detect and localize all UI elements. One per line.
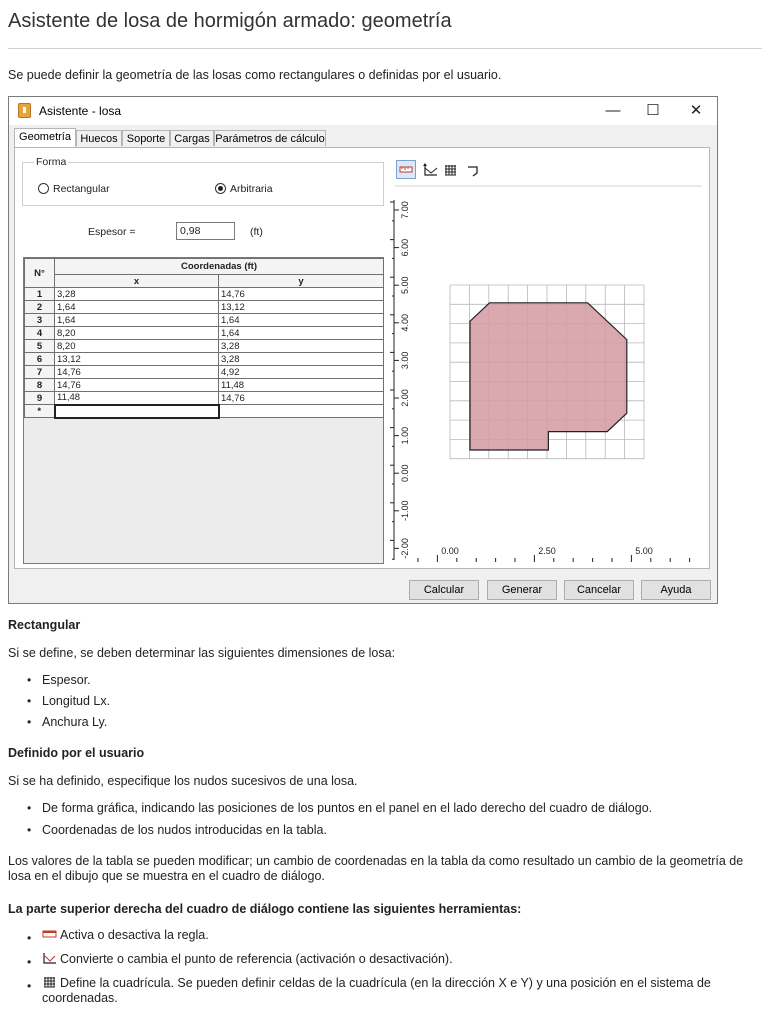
bullet: • <box>27 931 32 945</box>
bullet: • <box>27 955 32 969</box>
row-number-cell: 4 <box>25 327 55 340</box>
table-row[interactable] <box>25 366 384 379</box>
grid-icon <box>42 976 57 988</box>
page-title: Asistente de losa de hormigón armado: geometría <box>8 10 452 32</box>
slab-polygon[interactable] <box>470 303 627 450</box>
x-tick-label: 0.00 <box>441 546 459 556</box>
list-item: Espesor. <box>42 673 91 687</box>
intro-text: Se puede definir la geometría de las losas como rectangulares o definidas por el usuario. <box>8 68 502 82</box>
bullet: • <box>27 979 32 993</box>
x-tick-label: 2.50 <box>538 546 556 556</box>
y-coordinate-cell[interactable]: 4,92 <box>219 366 384 379</box>
row-number-cell: 6 <box>25 353 55 366</box>
row-number-cell: 5 <box>25 340 55 353</box>
tool-item-text: Activa o desactiva la regla. <box>60 928 209 942</box>
table-row[interactable] <box>25 301 384 314</box>
y-coordinate-cell[interactable]: 1,64 <box>219 314 384 327</box>
espesor-input[interactable]: 0,98 <box>176 222 235 240</box>
radio-rectangular[interactable] <box>38 183 49 194</box>
x-coordinate-cell[interactable]: 1,64 <box>55 301 219 314</box>
row-number-cell: 7 <box>25 366 55 379</box>
title-divider <box>8 48 762 49</box>
minimize-button[interactable]: — <box>605 102 621 119</box>
radio-arbitraria[interactable] <box>215 183 226 194</box>
x-coordinate-cell[interactable]: 14,76 <box>55 379 219 392</box>
table-row[interactable] <box>25 314 384 327</box>
list-item: De forma gráfica, indicando las posiciones de los puntos en el panel en el lado derecho del cuadro de diálogo. <box>42 801 653 815</box>
radio-rectangular-label[interactable]: Rectangular <box>53 183 110 195</box>
bullet: • <box>27 801 32 815</box>
polygon-tool-icon <box>465 162 481 178</box>
x-ruler-labels <box>441 546 653 556</box>
tab-parametros[interactable]: Parámetros de cálculo <box>214 130 326 146</box>
new-y-cell[interactable] <box>219 405 384 418</box>
bullet: • <box>27 823 32 837</box>
table-row[interactable] <box>25 379 384 392</box>
x-coordinate-cell[interactable]: 1,64 <box>55 314 219 327</box>
list-item: Anchura Ly. <box>42 715 108 729</box>
reference-point-icon <box>42 952 57 964</box>
x-coordinate-cell[interactable]: 13,12 <box>55 353 219 366</box>
coordinates-table <box>24 258 384 419</box>
row-number-cell: 3 <box>25 314 55 327</box>
forma-legend: Forma <box>36 156 67 168</box>
rectangular-text: Si se define, se deben determinar las siguientes dimensiones de losa: <box>8 646 396 660</box>
espesor-label: Espesor = <box>88 226 136 238</box>
x-coordinate-cell[interactable]: 11,48 <box>55 392 219 405</box>
y-tick-label: 5.00 <box>400 276 410 294</box>
dialog-titlebar[interactable] <box>9 97 717 125</box>
maximize-button[interactable]: ☐ <box>646 102 660 119</box>
table-row[interactable] <box>25 327 384 340</box>
cancelar-button[interactable]: Cancelar <box>564 580 634 600</box>
row-number-cell: 9 <box>25 392 55 405</box>
row-number-cell: 2 <box>25 301 55 314</box>
user-defined-text: Si se ha definido, especifique los nudos sucesivos de una losa. <box>8 774 358 788</box>
table-row[interactable] <box>25 392 384 405</box>
calcular-button[interactable]: Calcular <box>409 580 479 600</box>
y-coordinate-cell[interactable]: 11,48 <box>219 379 384 392</box>
espesor-unit: (ft) <box>250 226 263 238</box>
x-coordinate-cell[interactable]: 3,28 <box>55 288 219 301</box>
new-row-marker: * <box>25 405 55 418</box>
coords-group-header: Coordenadas (ft) <box>55 259 384 275</box>
x-coordinate-cell[interactable]: 8,20 <box>55 340 219 353</box>
table-row[interactable] <box>25 340 384 353</box>
row-number-cell: 8 <box>25 379 55 392</box>
y-tick-label: -1.00 <box>400 500 410 522</box>
tool-item-grid <box>42 976 758 1006</box>
list-item: Coordenadas de los nudos introducidas en la tabla. <box>42 823 327 837</box>
bullet: • <box>27 694 32 708</box>
y-coordinate-cell[interactable]: 14,76 <box>219 288 384 301</box>
ayuda-button[interactable]: Ayuda <box>641 580 711 600</box>
tab-geometria[interactable]: Geometría <box>14 128 76 147</box>
y-tick-label: 2.00 <box>400 389 410 407</box>
y-coordinate-cell[interactable]: 3,28 <box>219 340 384 353</box>
y-coordinate-cell[interactable]: 3,28 <box>219 353 384 366</box>
x-ruler-ticks <box>398 555 706 562</box>
tab-cargas[interactable]: Cargas <box>170 130 214 146</box>
y-coordinate-cell[interactable]: 14,76 <box>219 392 384 405</box>
tool-item-reference <box>42 952 758 967</box>
y-tick-label: 3.00 <box>400 351 410 370</box>
y-coordinate-cell[interactable]: 1,64 <box>219 327 384 340</box>
reference-point-button[interactable] <box>422 162 440 178</box>
tab-huecos[interactable]: Huecos <box>76 130 122 146</box>
num-header: N° <box>25 259 55 288</box>
x-tick-label: 5.00 <box>635 546 653 556</box>
x-header: x <box>55 275 219 288</box>
ruler-icon <box>397 161 415 178</box>
rectangular-heading: Rectangular <box>8 618 81 632</box>
y-tick-label: -2.00 <box>400 538 410 559</box>
y-tick-label: 0.00 <box>400 464 410 482</box>
dialog-title: Asistente - losa <box>39 104 122 118</box>
y-tick-label: 1.00 <box>400 426 410 445</box>
tab-soporte[interactable]: Soporte <box>122 130 170 146</box>
table-row[interactable] <box>25 353 384 366</box>
values-text: Los valores de la tabla se pueden modificar; un cambio de coordenadas en la tabla da como resultado un cambio de la geometría de losa en el dibujo que se muestra en el cuadro de diálogo. <box>8 854 744 883</box>
y-header: y <box>219 275 384 288</box>
row-number-cell: 1 <box>25 288 55 301</box>
user-defined-heading: Definido por el usuario <box>8 746 145 760</box>
list-item: Longitud Lx. <box>42 694 111 708</box>
grid-icon <box>443 162 459 178</box>
y-tick-label: 4.00 <box>400 314 410 332</box>
tool-item-text: Define la cuadrícula. Se pueden definir celdas de la cuadrícula (en la dirección X e Y) y una posición en el sistema de coordenadas. <box>42 976 711 1005</box>
ruler-toggle-button[interactable] <box>396 160 416 179</box>
bullet: • <box>27 673 32 687</box>
generar-button[interactable]: Generar <box>487 580 557 600</box>
bullet: • <box>27 715 32 729</box>
polygon-tool-button[interactable] <box>465 162 483 178</box>
y-tick-label: 6.00 <box>400 238 410 257</box>
y-ruler-labels <box>400 201 410 558</box>
geometry-canvas[interactable] <box>386 182 706 568</box>
x-coordinate-cell[interactable]: 14,76 <box>55 366 219 379</box>
x-coordinate-cell[interactable]: 8,20 <box>55 327 219 340</box>
y-tick-label: 7.00 <box>400 201 410 219</box>
app-icon <box>18 103 31 118</box>
y-coordinate-cell[interactable]: 13,12 <box>219 301 384 314</box>
tool-item-text: Convierte o cambia el punto de referencia (activación o desactivación). <box>60 952 453 966</box>
table-row[interactable] <box>25 288 384 301</box>
reference-point-icon <box>422 162 440 178</box>
close-button[interactable]: ✕ <box>689 102 703 119</box>
radio-arbitraria-label[interactable]: Arbitraria <box>230 183 273 195</box>
tool-item-ruler <box>42 928 758 943</box>
ruler-icon <box>42 928 57 940</box>
new-x-cell[interactable] <box>55 405 219 418</box>
tools-heading: La parte superior derecha del cuadro de diálogo contiene las siguientes herramientas: <box>8 902 522 916</box>
grid-button[interactable] <box>443 162 461 178</box>
